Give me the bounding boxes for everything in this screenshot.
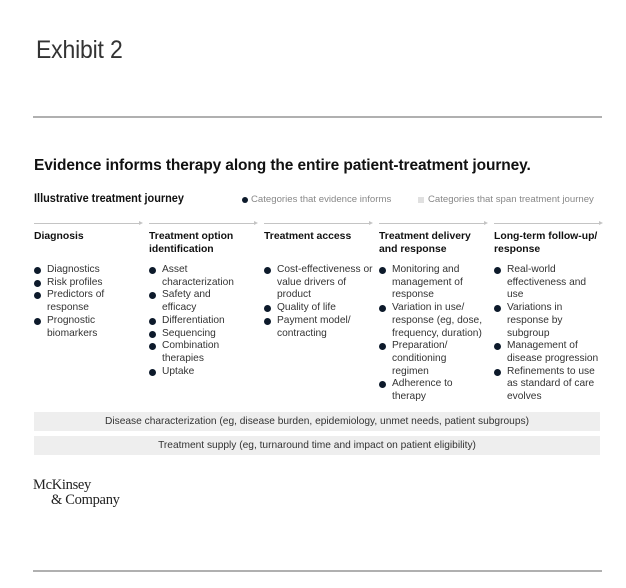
list-item: Management of disease progression bbox=[494, 340, 606, 365]
bullet-dot-icon bbox=[149, 369, 156, 376]
stage-title: Treatment access bbox=[264, 231, 352, 242]
arrow-right-icon bbox=[379, 223, 485, 224]
list-item: Payment model/ contracting bbox=[264, 315, 362, 340]
list-item: Prognostic biomarkers bbox=[34, 315, 137, 340]
top-divider bbox=[33, 116, 602, 118]
list-item: Variation in use/ response (eg, dose, frequency, duration) bbox=[379, 302, 494, 340]
bottom-divider bbox=[33, 570, 602, 572]
list-item: Uptake bbox=[149, 366, 254, 379]
bullet-dot-icon bbox=[379, 343, 386, 350]
bullet-dot-icon bbox=[494, 369, 501, 376]
logo-line-2: & Company bbox=[51, 492, 120, 508]
bullet-dot-icon bbox=[264, 267, 271, 274]
list-item: Asset characterization bbox=[149, 264, 230, 289]
stage-title: Diagnosis bbox=[34, 231, 84, 242]
list-item: Real-world effectiveness and use bbox=[494, 264, 587, 302]
band-disease-characterization: Disease characterization (eg, disease burden, epidemiology, unmet needs, patient subgroups) bbox=[34, 412, 600, 431]
arrow-right-icon bbox=[34, 223, 140, 224]
bullet-dot-icon bbox=[494, 267, 501, 274]
arrow-right-icon bbox=[494, 223, 600, 224]
list-item: Variations in response by subgroup bbox=[494, 302, 582, 340]
exhibit-title: Exhibit 2 bbox=[36, 36, 123, 64]
stage-items bbox=[34, 264, 154, 340]
legend-span-label: Categories that span treatment journey bbox=[428, 194, 594, 205]
bullet-dot-icon bbox=[149, 318, 156, 325]
list-item: Sequencing bbox=[149, 328, 254, 341]
bullet-dot-icon bbox=[494, 305, 501, 312]
list-item: Safety and efficacy bbox=[149, 289, 232, 314]
arrow-right-icon bbox=[149, 223, 255, 224]
legend-evidence-label: Categories that evidence informs bbox=[251, 194, 392, 205]
subtitle-row bbox=[34, 193, 604, 209]
list-item: Predictors of response bbox=[34, 289, 137, 314]
journey-subtitle: Illustrative treatment journey bbox=[34, 193, 184, 205]
arrow-right-icon bbox=[264, 223, 370, 224]
bullet-dot-icon bbox=[34, 292, 41, 299]
list-item: Combination therapies bbox=[149, 340, 242, 365]
list-item: Quality of life bbox=[264, 302, 374, 315]
bullet-dot-icon bbox=[264, 318, 271, 325]
stage-items bbox=[494, 264, 606, 404]
bullet-dot-icon bbox=[379, 267, 386, 274]
bullet-dot-icon bbox=[242, 197, 248, 203]
stage-title: Treatment delivery and response bbox=[379, 231, 471, 255]
stage-title: Long-term follow-up/ response bbox=[494, 231, 598, 255]
bullet-dot-icon bbox=[34, 318, 41, 325]
legend-evidence bbox=[242, 194, 391, 205]
list-item: Preparation/ conditioning regimen bbox=[379, 340, 472, 378]
list-item: Risk profiles bbox=[34, 277, 154, 290]
bullet-dot-icon bbox=[149, 292, 156, 299]
stage-title: Treatment option identification bbox=[149, 231, 234, 255]
band-treatment-supply: Treatment supply (eg, turnaround time and impact on patient eligibility) bbox=[34, 436, 600, 455]
logo-line-1: McKinsey bbox=[33, 477, 92, 493]
stage-items bbox=[264, 264, 374, 340]
list-item: Cost-effectiveness or value drivers of product bbox=[264, 264, 374, 302]
bullet-dot-icon bbox=[34, 267, 41, 274]
list-item: Adherence to therapy bbox=[379, 378, 477, 403]
legend-span bbox=[418, 194, 594, 205]
list-item: Diagnostics bbox=[34, 264, 154, 277]
bullet-dot-icon bbox=[379, 381, 386, 388]
mckinsey-logo bbox=[33, 478, 120, 508]
bullet-dot-icon bbox=[149, 331, 156, 338]
bullet-dot-icon bbox=[264, 305, 271, 312]
stage-items bbox=[379, 264, 494, 404]
stage-items bbox=[149, 264, 254, 378]
bullet-dot-icon bbox=[149, 343, 156, 350]
list-item: Differentiation bbox=[149, 315, 254, 328]
bullet-dot-icon bbox=[34, 280, 41, 287]
bullet-dot-icon bbox=[379, 305, 386, 312]
gray-square-icon bbox=[418, 197, 424, 203]
bullet-dot-icon bbox=[149, 267, 156, 274]
headline: Evidence informs therapy along the entire patient-treatment journey. bbox=[34, 157, 531, 174]
list-item: Monitoring and management of response bbox=[379, 264, 487, 302]
bullet-dot-icon bbox=[494, 343, 501, 350]
list-item: Refinements to use as standard of care evolves bbox=[494, 366, 606, 404]
